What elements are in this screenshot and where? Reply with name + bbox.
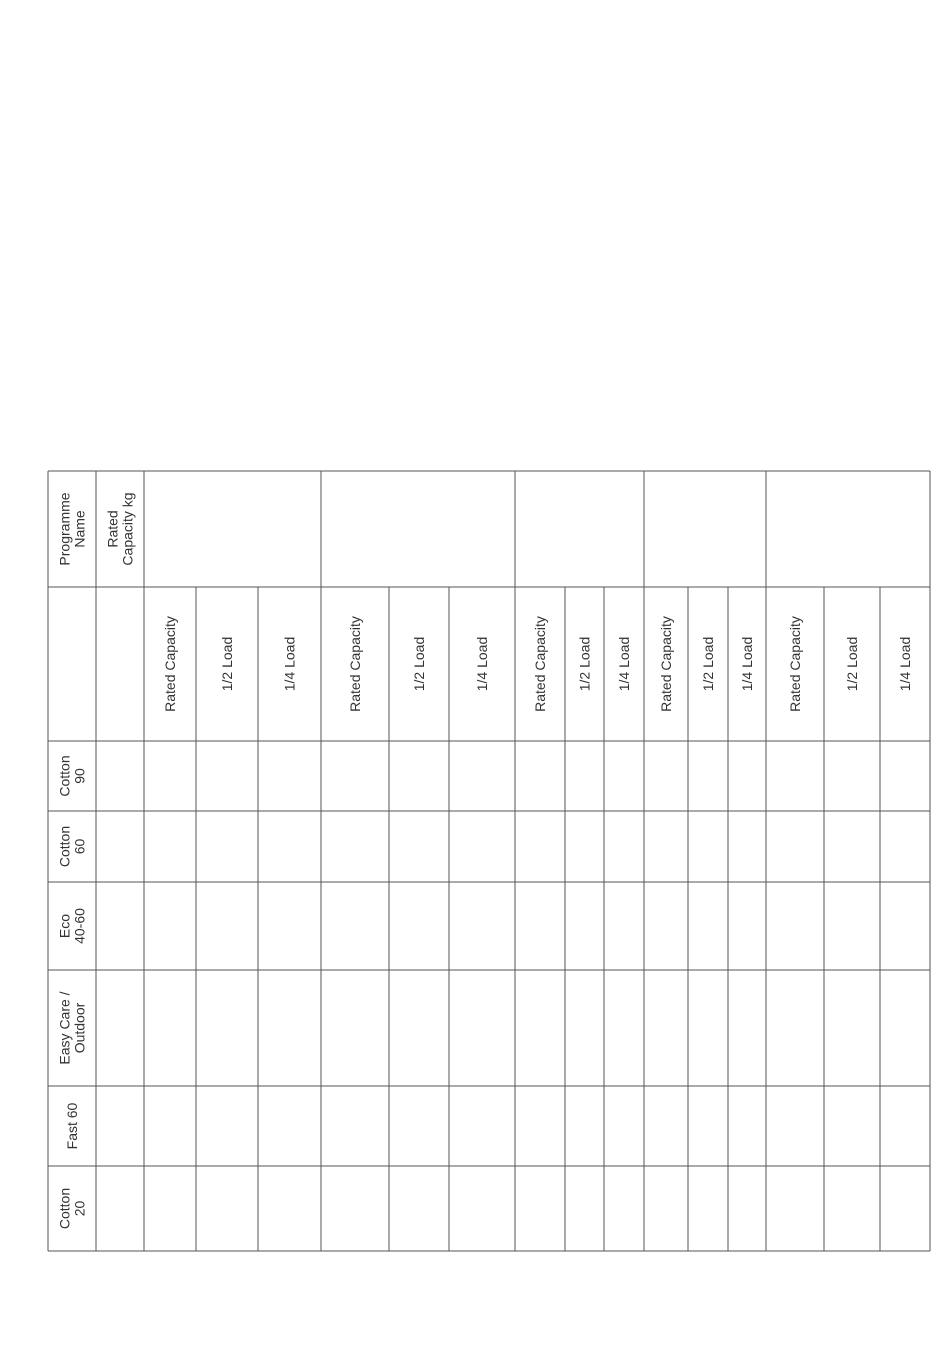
programme-name: 90	[71, 768, 88, 784]
rated-capacity-header: Rated	[104, 510, 121, 548]
load-header: Rated Capacity	[162, 616, 178, 712]
programme-name: 60	[71, 838, 88, 855]
load-header: 1/4 Load	[474, 636, 490, 692]
load-header: 1/4 Load	[739, 636, 755, 692]
programme-name: 40-60	[71, 908, 88, 944]
programme-name: Fast 60	[64, 1102, 80, 1150]
load-header: Rated Capacity	[347, 616, 363, 712]
programme-name: Cotton	[56, 1187, 73, 1230]
programme-name: Cotton	[56, 825, 73, 868]
load-header: 1/4 Load	[281, 636, 298, 692]
programme-name: 20	[71, 1200, 88, 1217]
load-header: Rated Capacity	[787, 616, 803, 712]
load-header: 1/4 Load	[616, 636, 632, 692]
programme-name: Outdoor	[71, 1002, 88, 1054]
programme-name: Cotton	[56, 755, 73, 797]
programme-name: Eco	[56, 913, 73, 939]
load-header: Rated Capacity	[658, 616, 674, 712]
load-header: 1/4 Load	[897, 636, 913, 692]
load-header: 1/2 Load	[576, 636, 593, 692]
load-header: 1/2 Load	[411, 636, 427, 692]
programme-name: Easy Care /	[56, 991, 73, 1065]
load-header: 1/2 Load	[700, 636, 716, 692]
programme-name-header: Programme	[56, 492, 73, 566]
load-header: 1/2 Load	[844, 636, 860, 692]
rated-capacity-header: Capacity kg	[119, 492, 136, 566]
load-header: 1/2 Load	[219, 636, 235, 692]
programme-name-header: Name	[71, 510, 88, 548]
load-header: Rated Capacity	[532, 616, 548, 712]
